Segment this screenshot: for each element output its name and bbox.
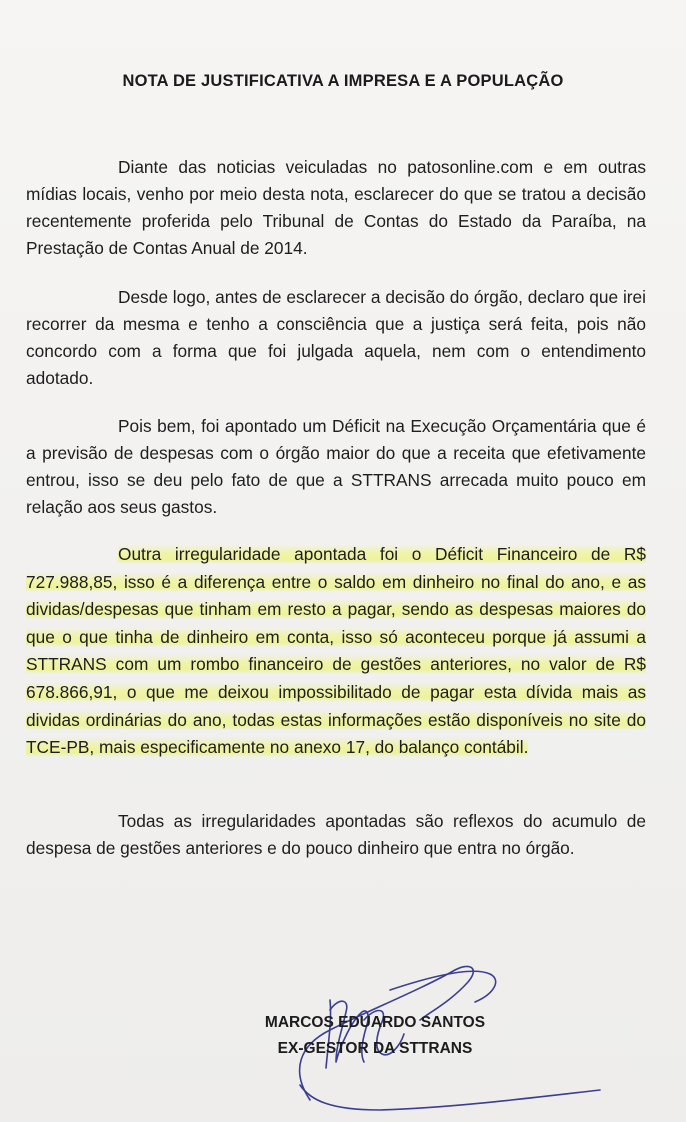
paragraph-4-highlighted (26, 541, 646, 762)
paragraph-3: Pois bem, foi apontado um Déficit na Execução Orçamentária que é a previsão de despesas com o órgão maior do que a receita que efetivamente entrou, isso se deu pelo fato de que a STTRANS arrecada muito pouco em relação aos seus gastos. (26, 416, 646, 517)
paragraph-2: Desde logo, antes de esclarecer a decisão do órgão, declaro que irei recorrer da mesma e tenho a consciência que a justiça será feita, pois não concordo com a forma que foi julgada aquela, nem com o entendimento adotado. (26, 287, 646, 388)
highlighted-text: Outra irregularidade apontada foi o Déficit Financeiro de R$ 727.988,85, isso é a diferença entre o saldo em dinheiro no final do ano, e as dividas/despesas que tinham em resto a pagar, sendo as despesas maiores do que o que tinha de dinheiro em conta, isso só aconteceu porque já assumi a STTRANS com um rombo financeiro de gestões anteriores, no valor de R$ 678.866,91, o que me deixou impossibilitado de pagar esta dívida mais as dividas ordinárias do ano, todas estas informações estão disponíveis no site do TCE-PB, mais especificamente no anexo 17, do balanço contábil. (26, 544, 646, 758)
document-title: NOTA DE JUSTIFICATIVA A IMPRESA E A POPULAÇÃO (122, 72, 564, 90)
signature-block (0, 1010, 686, 1062)
signatory-role: EX-GESTOR DA STTRANS (277, 1040, 473, 1057)
signatory-name: MARCOS EDUARDO SANTOS (264, 1014, 486, 1031)
paragraph-5: Todas as irregularidades apontadas são reflexos do acumulo de despesa de gestões anteriores e do pouco dinheiro que entra no órgão. (26, 811, 646, 858)
paragraph-1: Diante das noticias veiculadas no patosonline.com e em outras mídias locais, venho por meio desta nota, esclarecer do que se tratou a decisão recentemente proferida pelo Tribunal de Contas do Estado da Paraíba, na Prestação de Contas Anual de 2014. (26, 157, 646, 258)
